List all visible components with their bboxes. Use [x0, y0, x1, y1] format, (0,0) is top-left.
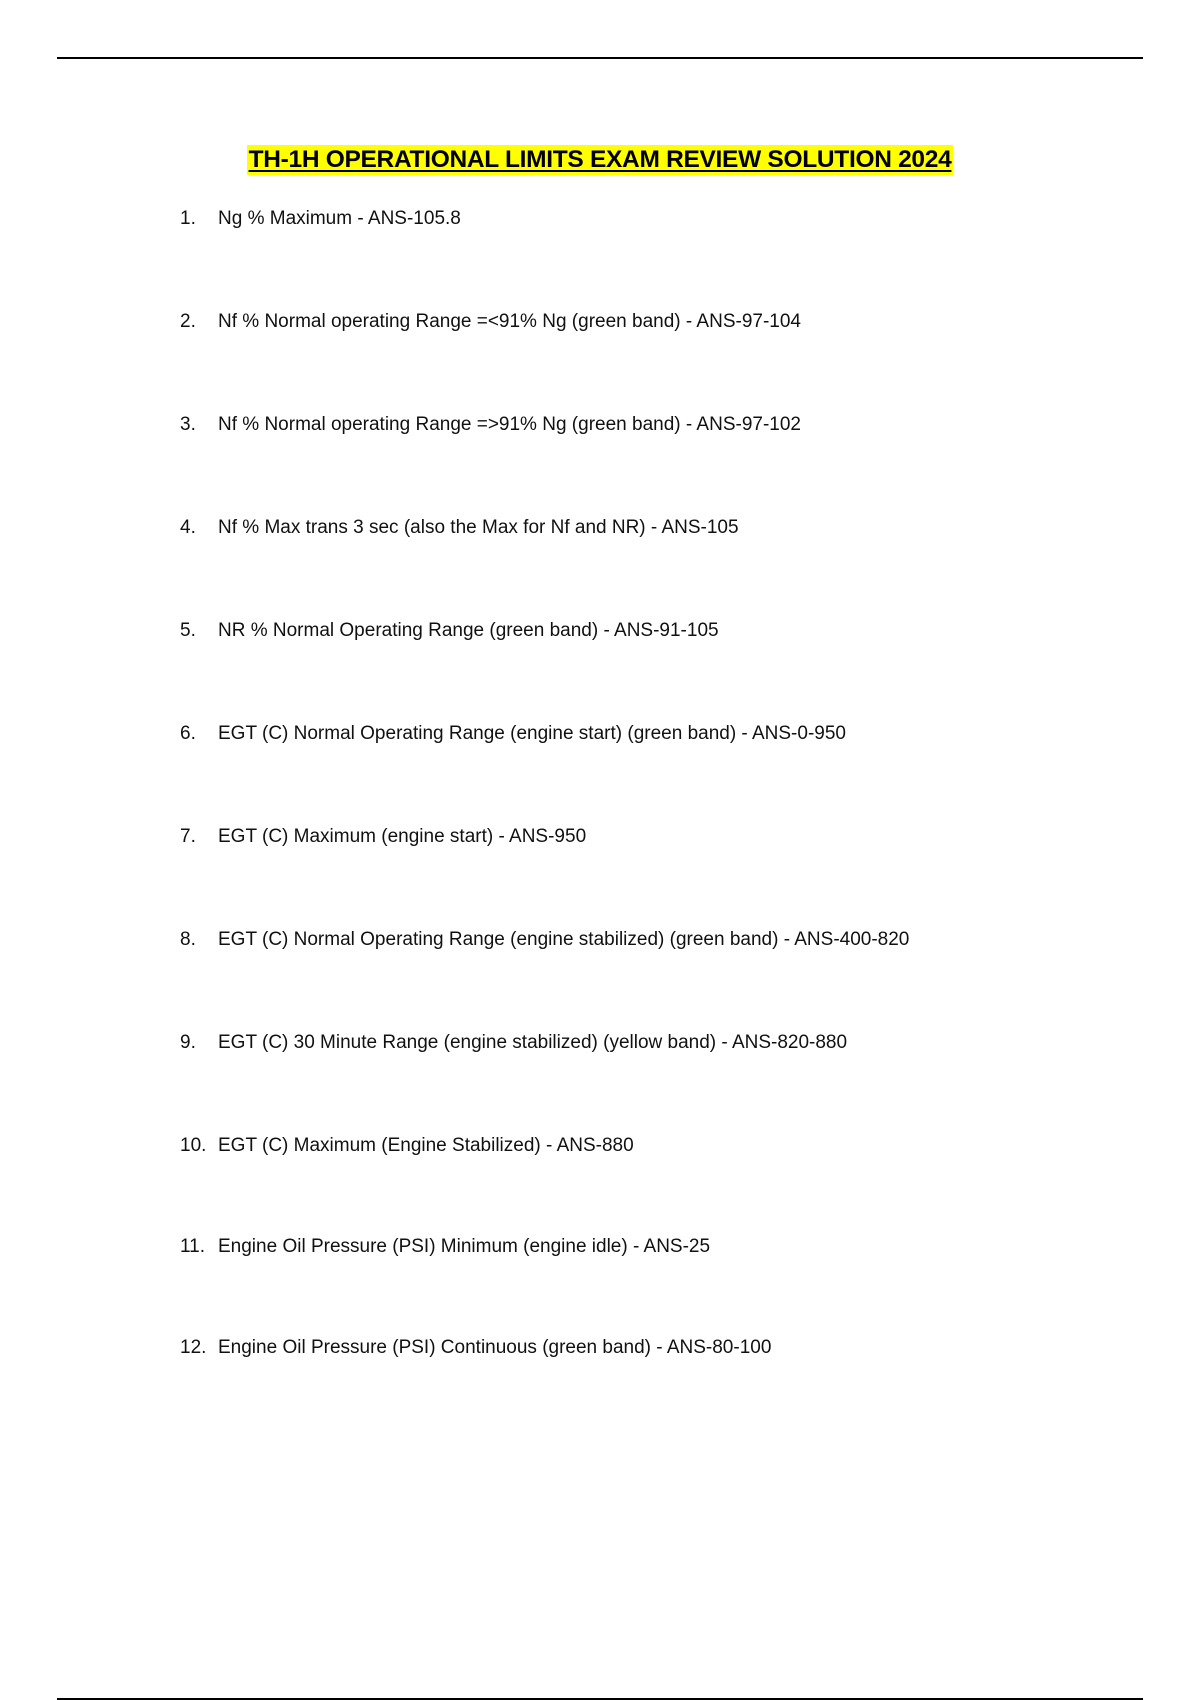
item-number: 9. [180, 1032, 196, 1053]
list-item [180, 618, 909, 721]
item-text: Engine Oil Pressure (PSI) Continuous (green band) - ANS-80-100 [218, 1337, 772, 1358]
item-text: Ng % Maximum - ANS-105.8 [218, 208, 461, 229]
list-item [180, 1030, 909, 1133]
page-title: TH-1H OPERATIONAL LIMITS EXAM REVIEW SOLUTION 2024 [248, 146, 952, 173]
item-number: 4. [180, 517, 196, 538]
top-rule [57, 57, 1143, 59]
list-item [180, 206, 909, 309]
item-text: EGT (C) Maximum (Engine Stabilized) - ANS-880 [218, 1135, 634, 1156]
item-number: 12. [180, 1337, 207, 1358]
item-number: 3. [180, 414, 196, 435]
item-number: 8. [180, 929, 196, 950]
list-item [180, 412, 909, 515]
list-item [180, 824, 909, 927]
list-item [180, 1133, 909, 1234]
title-container [0, 145, 1200, 175]
list-item [180, 309, 909, 412]
item-text: EGT (C) 30 Minute Range (engine stabilized) (yellow band) - ANS-820-880 [218, 1032, 848, 1053]
item-number: 10. [180, 1135, 207, 1156]
item-text: NR % Normal Operating Range (green band) - ANS-91-105 [218, 620, 719, 641]
list-item [180, 515, 909, 618]
list-item [180, 1335, 909, 1436]
item-number: 2. [180, 311, 196, 332]
item-text: Nf % Max trans 3 sec (also the Max for Nf and NR) - ANS-105 [218, 517, 739, 538]
item-text: Engine Oil Pressure (PSI) Minimum (engine idle) - ANS-25 [218, 1236, 711, 1257]
list-item [180, 721, 909, 824]
item-number: 11. [180, 1236, 206, 1257]
item-text: EGT (C) Normal Operating Range (engine stabilized) (green band) - ANS-400-820 [218, 929, 910, 950]
item-text: EGT (C) Normal Operating Range (engine start) (green band) - ANS-0-950 [218, 723, 846, 744]
item-number: 5. [180, 620, 196, 641]
item-number: 6. [180, 723, 196, 744]
list-item [180, 927, 909, 1030]
item-text: Nf % Normal operating Range =<91% Ng (green band) - ANS-97-104 [218, 311, 801, 332]
item-text: Nf % Normal operating Range =>91% Ng (green band) - ANS-97-102 [218, 414, 801, 435]
list-item [180, 1234, 909, 1335]
item-number: 7. [180, 826, 196, 847]
question-list [180, 206, 909, 1436]
item-number: 1. [180, 208, 196, 229]
item-text: EGT (C) Maximum (engine start) - ANS-950 [218, 826, 587, 847]
